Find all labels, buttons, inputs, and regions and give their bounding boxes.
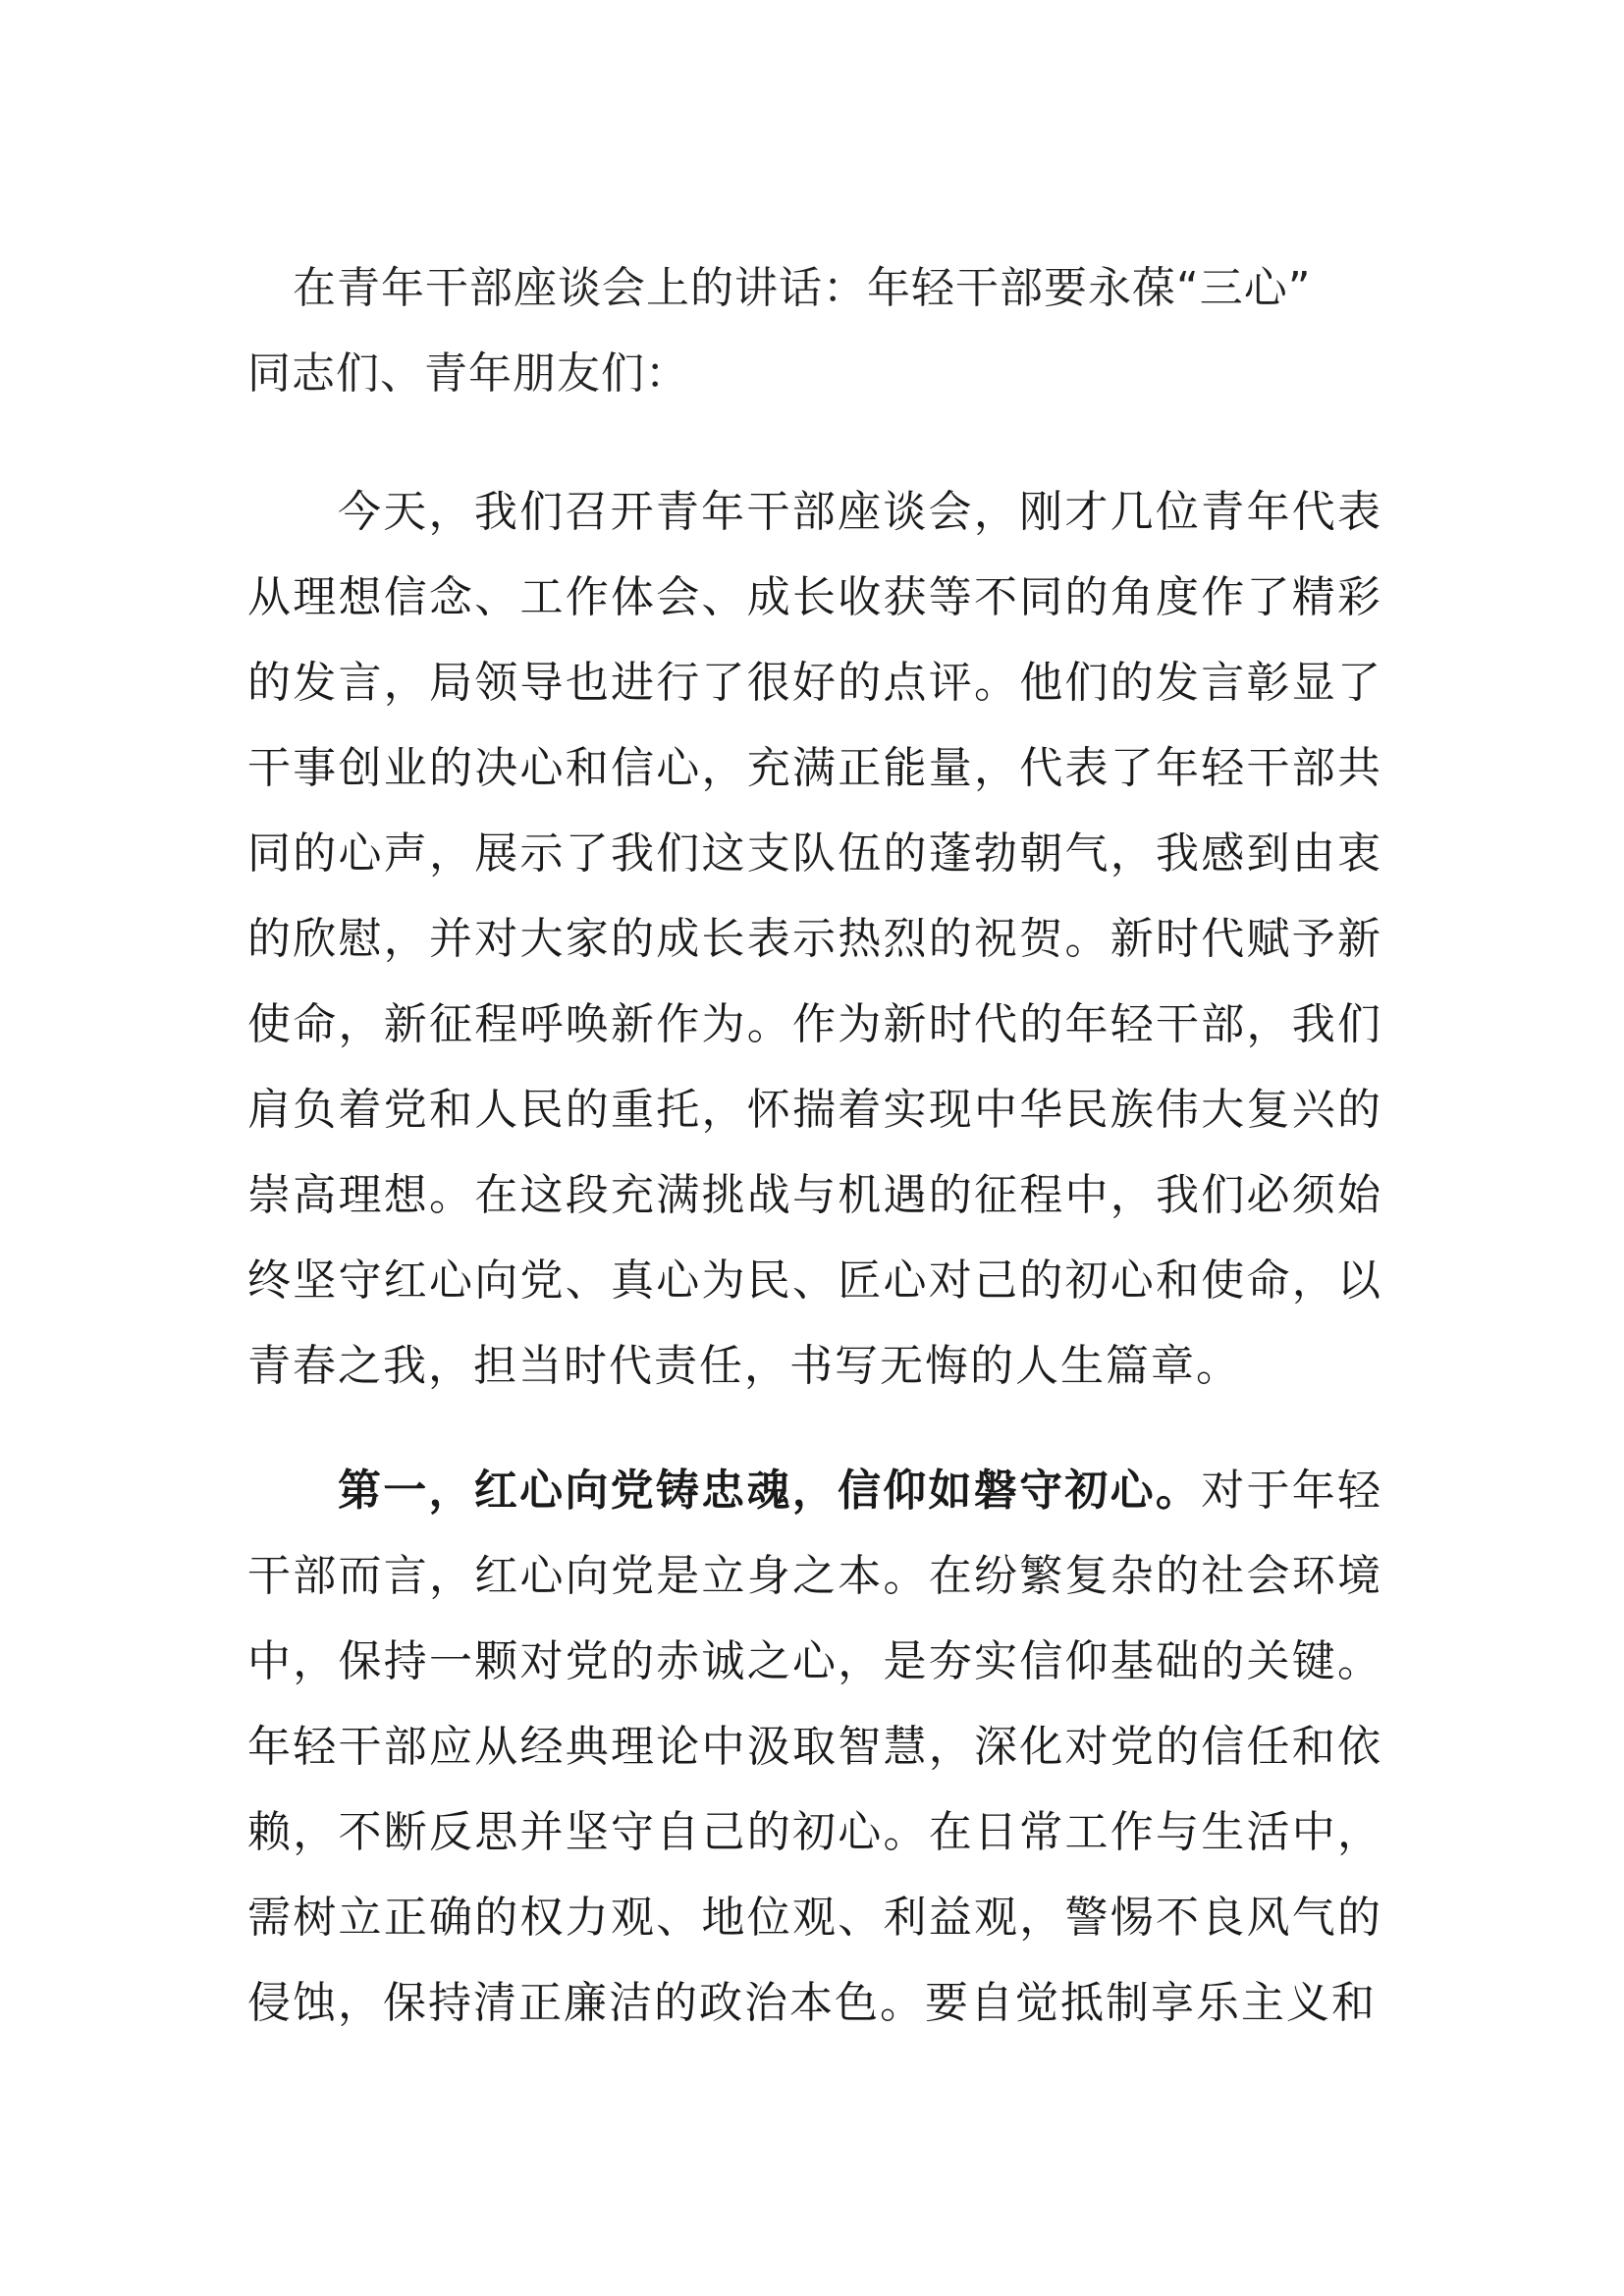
paragraph-section-one — [247, 1448, 1382, 2046]
salutation: 同志们、青年朋友们： — [247, 348, 689, 399]
section-one-text: 对于年轻干部而言，红心向党是立身之本。在纷繁复杂的社会环境中，保持一颗对党的赤诚之心，是夯实信仰基础的关键。年轻干部应从经典理论中汲取智慧，深化对党的信任和依赖，不断反思并坚守自己的初心。在日常工作与生活中，需树立正确的权力观、地位观、利益观，警惕不良风气的侵蚀，保持清正廉洁的政治本色。要自觉抵制享乐主义和 — [247, 1466, 1383, 2028]
paragraph-intro — [247, 469, 1382, 1409]
paragraph-intro-text: 今天，我们召开青年干部座谈会，刚才几位青年代表从理想信念、工作体会、成长收获等不同的角度作了精彩的发言，局领导也进行了很好的点评。他们的发言彰显了干事创业的决心和信心，充满正能量，代表了年轻干部共同的心声，展示了我们这支队伍的蓬勃朝气，我感到由衷的欣慰，并对大家的成长表示热烈的祝贺。新时代赋予新使命，新征程呼唤新作为。作为新时代的年轻干部，我们肩负着党和人民的重托，怀揣着实现中华民族伟大复兴的崇高理想。在这段充满挑战与机遇的征程中，我们必须始终坚守红心向党、真心为民、匠心对己的初心和使命，以青春之我，担当时代责任，书写无悔的人生篇章。 — [247, 487, 1382, 1391]
document-title: 在青年干部座谈会上的讲话：年轻干部要永葆“三心” — [293, 263, 1312, 313]
section-one-heading: 第一，红心向党铸忠魂，信仰如磐守初心。 — [338, 1466, 1202, 1516]
